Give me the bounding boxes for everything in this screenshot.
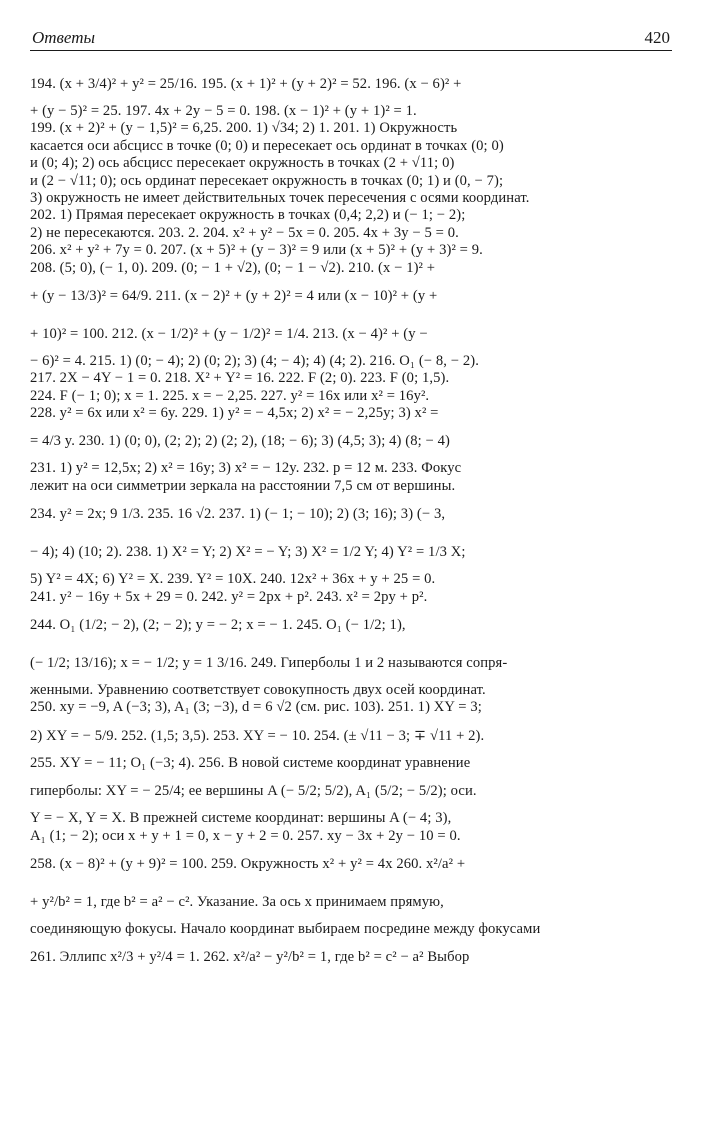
text-line: и (0; 4); 2) ось абсцисс пересекает окружность в точках (2 + √11; 0)	[30, 155, 455, 172]
text-line: 2) не пересекаются. 203. 2. 204. x² + y² − 5x = 0. 205. 4x + 3y − 5 = 0.	[30, 224, 459, 241]
text-line: 258. (x − 8)² + (y + 9)² = 100. 259. Окружность x² + y² = 4x 260. x²/a² +	[30, 855, 466, 872]
answers-page	[30, 24, 672, 976]
text-line: 194. (x + 3/4)² + y² = 25/16. 195. (x + 1)² + (y + 2)² = 52. 196. (x − 6)² +	[30, 76, 462, 92]
page-number: 420	[644, 28, 670, 47]
text-line: + y²/b² = 1, где b² = a² − c². Указание. За ось x принимаем прямую,	[30, 893, 444, 910]
answers-body	[30, 65, 672, 976]
text-line: 255. XY = − 11; O₁ (−3; 4). 256. В новой системе координат уравнение	[30, 754, 471, 771]
text-line: 228. y² = 6x или x² = 6y. 229. 1) y² = − 4,5x; 2) x² = − 2,25y; 3) x² =	[30, 405, 439, 422]
text-line: 224. F (− 1; 0); x = 1. 225. x = − 2,25. 227. y² = 16x или x² = 16y².	[30, 387, 430, 404]
text-line: 244. O₁ (1/2; − 2), (2; − 2); y = − 2; x = − 1. 245. O₁ (− 1/2; 1),	[30, 617, 406, 634]
text-line: − 4); 4) (10; 2). 238. 1) X² = Y; 2) X² = − Y; 3) X² = 1/2 Y; 4) Y² = 1/3 X;	[30, 544, 466, 561]
text-line: 202. 1) Прямая пересекает окружность в точках (0,4; 2,2) и (− 1; − 2);	[30, 207, 466, 224]
text-line: 261. Эллипс x²/3 + y²/4 = 1. 262. x²/a² − y²/b² = 1, где b² = c² − a² Выбор	[30, 949, 470, 966]
text-line: + 10)² = 100. 212. (x − 1/2)² + (y − 1/2)² = 1/4. 213. (x − 4)² + (y −	[30, 325, 428, 342]
section-title: Ответы	[32, 28, 96, 47]
text-line: − 6)² = 4. 215. 1) (0; − 4); 2) (0; 2); 3) (4; − 4); 4) (4; 2). 216. O₁ (− 8, − 2).	[30, 352, 479, 369]
text-line: A₁ (1; − 2); оси x + y + 1 = 0, x − y + 2 = 0. 257. xy − 3x + 2y − 10 = 0.	[30, 827, 461, 844]
text-line: 241. y² − 16y + 5x + 29 = 0. 242. y² = 2px + p². 243. x² = 2py + p².	[30, 588, 428, 605]
page-header	[30, 24, 672, 51]
text-line: и (2 − √11; 0); ось ординат пересекает окружность в точках (0; 1) и (0, − 7);	[30, 172, 504, 189]
text-line: 206. x² + y² + 7y = 0. 207. (x + 5)² + (y − 3)² = 9 или (x + 5)² + (y + 3)² = 9.	[30, 242, 483, 259]
text-line: 208. (5; 0), (− 1, 0). 209. (0; − 1 + √2), (0; − 1 − √2). 210. (x − 1)² +	[30, 259, 436, 276]
text-line: касается оси абсцисс в точке (0; 0) и пересекает ось ординат в точках (0; 0)	[30, 137, 504, 154]
text-line: (− 1/2; 13/16); x = − 1/2; y = 1 3/16. 249. Гиперболы 1 и 2 называются сопря-	[30, 655, 508, 672]
text-line: 231. 1) y² = 12,5x; 2) x² = 16y; 3) x² = − 12y. 232. p = 12 м. 233. Фокус	[30, 460, 462, 477]
text-line: 217. 2X − 4Y − 1 = 0. 218. X² + Y² = 16. 222. F (2; 0). 223. F (0; 1,5).	[30, 370, 450, 387]
text-line: женными. Уравнению соответствует совокупность двух осей координат.	[30, 682, 486, 699]
text-line: + (y − 5)² = 25. 197. 4x + 2y − 5 = 0. 198. (x − 1)² + (y + 1)² = 1.	[30, 103, 417, 119]
text-line: 250. xy = −9, A (−3; 3), A₁ (3; −3), d = 6 √2 (см. рис. 103). 251. 1) XY = 3;	[30, 699, 482, 716]
text-line: 2) XY = − 5/9. 252. (1,5; 3,5). 253. XY = − 10. 254. (± √11 − 3; ∓ √11 + 2).	[30, 727, 485, 744]
text-line: + (y − 13/3)² = 64/9. 211. (x − 2)² + (y + 2)² = 4 или (x − 10)² + (y +	[30, 287, 438, 304]
text-line: Y = − X, Y = X. В прежней системе координат: вершины A (− 4; 3),	[30, 810, 452, 827]
text-line: 199. (x + 2)² + (y − 1,5)² = 6,25. 200. 1) √34; 2) 1. 201. 1) Окружность	[30, 120, 458, 137]
text-line: 3) окружность не имеет действительных точек пересечения с осями координат.	[30, 189, 530, 206]
text-line: гиперболы: XY = − 25/4; ее вершины A (− 5/2; 5/2), A₁ (5/2; − 5/2); оси.	[30, 783, 477, 800]
text-line: 234. y² = 2x; 9 1/3. 235. 16 √2. 237. 1) (− 1; − 10); 2) (3; 16); 3) (− 3,	[30, 506, 446, 523]
text-line: лежит на оси симметрии зеркала на расстоянии 7,5 см от вершины.	[30, 477, 456, 494]
text-line: 5) Y² = 4X; 6) Y² = X. 239. Y² = 10X. 240. 12x² + 36x + y + 25 = 0.	[30, 571, 436, 588]
text-line: соединяющую фокусы. Начало координат выбираем посредине между фокусами	[30, 920, 541, 937]
text-line: = 4/3 y. 230. 1) (0; 0), (2; 2); 2) (2; 2), (18; − 6); 3) (4,5; 3); 4) (8; − 4)	[30, 433, 450, 450]
